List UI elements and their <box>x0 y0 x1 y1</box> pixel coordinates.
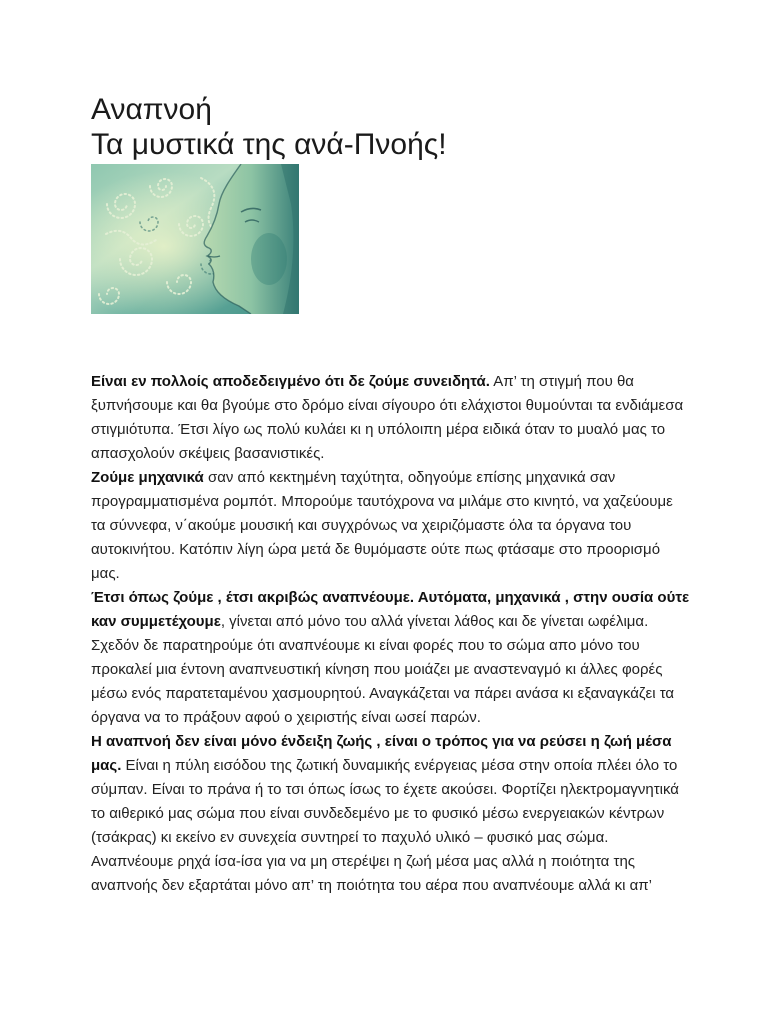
title-line-1: Αναπνοή <box>91 93 212 126</box>
paragraph-text: , γίνεται από μόνο του αλλά γίνεται λάθος και δε γίνεται ωφέλιμα. Σχεδόν δε παρατηρούμε ότι αναπνέουμε κι είναι φορές που το σώμα απο μόνο του προκαλεί μια έντονη αναπνευστική κίνηση που μοιάζει με αναστεναγμό κι άλλες φορές μέσω ενός παρατεταμένου χασμουρητού. Αναγκάζεται να πάρει ανάσα κι εξαναγκάζει τα όργανα να το πράξουν αφού ο χειριστής είναι ωσεί παρών. <box>91 613 675 726</box>
paragraph <box>91 586 691 730</box>
paragraph-lead: Είναι εν πολλοίς αποδεδειγμένο ότι δε ζούμε συνειδητά. <box>91 373 490 390</box>
breath-illustration-graphic <box>91 164 299 314</box>
page-title <box>91 92 691 162</box>
paragraph-text: Είναι η πύλη εισόδου της ζωτική δυναμικής ενέργειας μέσα στην οποία πλέει όλο το σύμπαν. Είναι το πράνα ή το τσι όπως ίσως το έχετε ακούσει. Φορτίζει ηλεκτρομαγνητικά το αιθερικό μας σώμα που είναι συνδεδεμένο με το φυσικό μέσω ενεργειακών κέντρων (τσάκρας) κι εκείνο εν συνεχεία συντηρεί το παχυλό υλικό – φυσικό μας σώμα. <box>91 757 679 846</box>
paragraph-text: Απ’ τη στιγμή που θα ξυπνήσουμε και θα βγούμε στο δρόμο είναι σίγουρο ότι ελάχιστοι θυμούνται τα ενδιάμεσα στιγμιότυπα. Έτσι λίγο ως πολύ κυλάει κι η υπόλοιπη μέρα ειδικά όταν το μυαλό μας το απασχολούν σκέψεις βασανιστικές. <box>91 373 684 462</box>
paragraph-lead: Έτσι όπως ζούμε , έτσι ακριβώς αναπνέουμε. Αυτόματα, μηχανικά , στην ουσία ούτε καν συμμετέχουμε <box>91 589 690 630</box>
paragraph-lead: Ζούμε μηχανικά <box>91 469 204 486</box>
breath-illustration <box>91 164 299 314</box>
paragraph <box>91 370 691 466</box>
paragraph <box>91 730 691 850</box>
title-line-2: Τα μυστικά της ανά-Πνοής! <box>91 128 447 161</box>
paragraph <box>91 466 691 586</box>
paragraph <box>91 850 691 898</box>
paragraph-lead: Η αναπνοή δεν είναι μόνο ένδειξη ζωής , είναι ο τρόπος για να ρεύσει η ζωή μέσα μας. <box>91 733 672 774</box>
paragraph-text: Αναπνέουμε ρηχά ίσα-ίσα για να μη στερέψει η ζωή μέσα μας αλλά η ποιότητα της αναπνοής δεν εξαρτάται μόνο απ’ τη ποιότητα του αέρα που αναπνέουμε αλλά κι απ’ <box>91 853 652 894</box>
paragraph-text: σαν από κεκτημένη ταχύτητα, οδηγούμε επίσης μηχανικά σαν προγραμματισμένα ρομπότ. Μπορούμε ταυτόχρονα να μιλάμε στο κινητό, να χαζεύουμε τα σύννεφα, ν΄ακούμε μουσική και συγχρόνως να χειριζόμαστε όλα τα όργανα του αυτοκινήτου. Κατόπιν λίγη ώρα μετά δε θυμόμαστε ούτε πως φτάσαμε στο προορισμό μας. <box>91 469 673 582</box>
article-body <box>91 370 691 898</box>
article-header <box>91 92 691 162</box>
